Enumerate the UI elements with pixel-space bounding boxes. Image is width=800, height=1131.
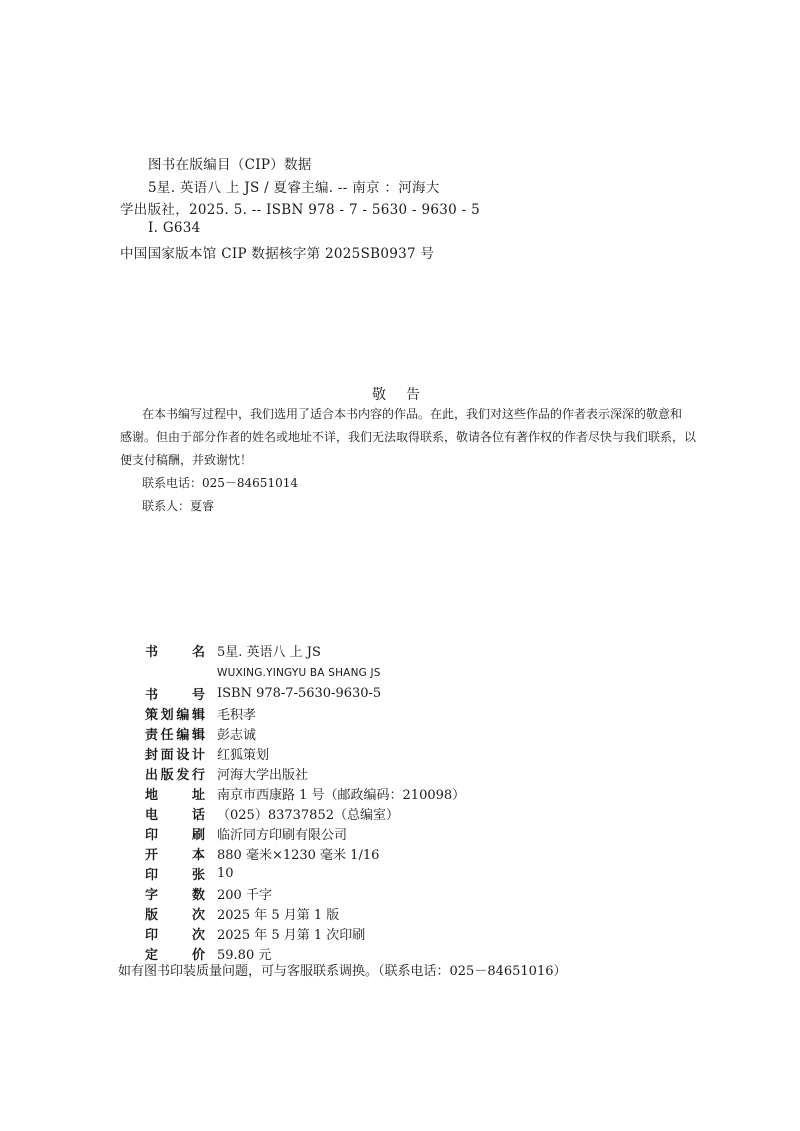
info-row bbox=[145, 723, 256, 743]
info-label bbox=[145, 904, 205, 923]
cip-line-3: Ⅰ. G634 bbox=[148, 220, 201, 236]
info-label-char: 书 bbox=[145, 687, 159, 703]
info-label-char: 划 bbox=[160, 707, 174, 723]
info-row bbox=[145, 843, 379, 863]
info-row bbox=[145, 923, 365, 943]
cip-line-2: 学出版社，2025. 5. -- ISBN 978 - 7 - 5630 - 9630 - 5 bbox=[120, 202, 480, 218]
info-value: 59.80 元 bbox=[217, 947, 272, 963]
info-label-char: 刷 bbox=[191, 827, 205, 843]
info-label bbox=[145, 764, 205, 783]
info-label-char: 地 bbox=[145, 787, 159, 803]
info-label-char: 编 bbox=[176, 727, 190, 743]
info-value: 红狐策划 bbox=[217, 747, 270, 763]
info-value: （025）83737852（总编室） bbox=[217, 807, 399, 823]
info-value: 2025 年 5 月第 1 版 bbox=[217, 907, 340, 923]
info-label-char: 编 bbox=[176, 707, 190, 723]
cip-line-1: 5星. 英语八 上 JS / 夏睿主编. -- 南京 ：河海大 bbox=[148, 180, 440, 196]
info-row bbox=[145, 683, 381, 703]
info-label-char: 印 bbox=[145, 927, 159, 943]
info-label-char: 辑 bbox=[191, 727, 205, 743]
info-label-char: 本 bbox=[191, 847, 205, 863]
info-label bbox=[145, 641, 205, 660]
info-label-char: 次 bbox=[191, 927, 205, 943]
info-row bbox=[145, 640, 321, 660]
info-label-char: 面 bbox=[160, 747, 174, 763]
info-row bbox=[145, 903, 339, 923]
info-label-char: 张 bbox=[191, 867, 205, 883]
info-value: 5星. 英语八 上 JS bbox=[217, 644, 321, 660]
notice-contact-person: 联系人：夏睿 bbox=[142, 499, 215, 513]
info-value: 临沂同方印刷有限公司 bbox=[217, 827, 348, 843]
info-label-char: 次 bbox=[191, 907, 205, 923]
info-label-char: 出 bbox=[145, 767, 159, 783]
info-label bbox=[145, 744, 205, 763]
info-label-char: 号 bbox=[191, 687, 205, 703]
info-label bbox=[145, 724, 205, 743]
notice-paragraph-line-2: 感谢。但由于部分作者的姓名或地址不详，我们无法取得联系，敬请各位有著作权的作者尽快与我们联系，以 bbox=[120, 430, 697, 444]
notice-paragraph-line-3: 便支付稿酬，并致谢忱！ bbox=[120, 453, 253, 467]
info-label bbox=[145, 704, 205, 723]
info-row bbox=[145, 823, 347, 843]
info-label-char: 价 bbox=[191, 947, 205, 963]
info-row bbox=[145, 803, 399, 823]
info-label-char: 任 bbox=[160, 727, 174, 743]
notice-title: 敬告 bbox=[372, 387, 440, 403]
info-row bbox=[145, 663, 381, 683]
info-label bbox=[145, 804, 205, 823]
info-label-char: 辑 bbox=[191, 707, 205, 723]
info-label bbox=[145, 924, 205, 943]
info-label-char: 策 bbox=[145, 707, 159, 723]
notice-contact-phone: 联系电话：025－84651014 bbox=[142, 476, 298, 490]
info-value: 彭志诚 bbox=[217, 727, 257, 743]
info-label-char: 名 bbox=[191, 644, 205, 660]
cip-heading: 图书在版编目（CIP）数据 bbox=[148, 157, 312, 173]
info-label bbox=[145, 884, 205, 903]
info-label-char: 计 bbox=[191, 747, 205, 763]
info-label-char: 开 bbox=[145, 847, 159, 863]
info-label-char: 址 bbox=[191, 787, 205, 803]
info-value: 2025 年 5 月第 1 次印刷 bbox=[217, 927, 366, 943]
info-value: 880 毫米×1230 毫米 1/16 bbox=[217, 847, 380, 863]
info-label-char: 书 bbox=[145, 644, 159, 660]
info-label-char: 定 bbox=[145, 947, 159, 963]
info-label-char: 版 bbox=[145, 907, 159, 923]
info-label bbox=[145, 684, 205, 703]
footer-note: 如有图书印装质量问题，可与客服联系调换。（联系电话：025－84651016） bbox=[118, 964, 567, 979]
info-value: WUXING.YINGYU BA SHANG JS bbox=[217, 667, 381, 679]
notice-paragraph-line-1: 在本书编写过程中，我们选用了适合本书内容的作品。在此，我们对这些作品的作者表示深深的敬意和 bbox=[142, 407, 683, 421]
info-value: 毛积孝 bbox=[217, 707, 257, 723]
info-label-char: 设 bbox=[176, 747, 190, 763]
info-row bbox=[145, 883, 272, 903]
info-value: 南京市西康路 1 号（邮政编码：210098） bbox=[217, 787, 466, 803]
info-label bbox=[145, 864, 205, 883]
info-label-char: 版 bbox=[160, 767, 174, 783]
info-value: 200 千字 bbox=[217, 887, 272, 903]
info-row bbox=[145, 783, 465, 803]
info-label-char: 发 bbox=[176, 767, 190, 783]
info-label-char: 字 bbox=[145, 887, 159, 903]
info-label-char: 责 bbox=[145, 727, 159, 743]
info-label-char: 话 bbox=[191, 807, 205, 823]
info-label-char: 印 bbox=[145, 827, 159, 843]
info-label bbox=[145, 844, 205, 863]
info-row bbox=[145, 743, 269, 763]
info-row bbox=[145, 763, 308, 783]
info-value: 河海大学出版社 bbox=[217, 767, 309, 783]
info-label bbox=[145, 784, 205, 803]
info-row bbox=[145, 703, 256, 723]
info-label-char: 数 bbox=[191, 887, 205, 903]
info-label-char: 封 bbox=[145, 747, 159, 763]
info-label bbox=[145, 824, 205, 843]
info-label-char: 电 bbox=[145, 807, 159, 823]
info-label-char: 行 bbox=[191, 767, 205, 783]
info-value: 10 bbox=[217, 865, 234, 881]
info-row bbox=[145, 863, 234, 883]
info-value: ISBN 978-7-5630-9630-5 bbox=[217, 685, 382, 701]
info-label-char: 印 bbox=[145, 867, 159, 883]
cip-line-4: 中国国家版本馆 CIP 数据核字第 2025SB0937 号 bbox=[120, 246, 435, 262]
